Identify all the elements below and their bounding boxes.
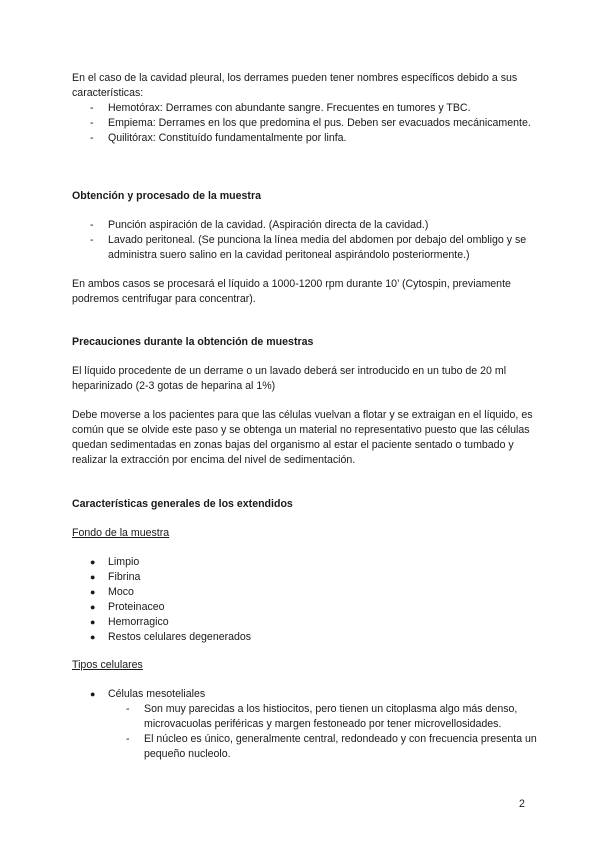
bullet-icon: ●: [90, 557, 96, 567]
fondo-list: [72, 555, 542, 645]
intro-section: [72, 71, 542, 146]
dash-marker: -: [90, 102, 94, 114]
dash-marker: -: [126, 733, 130, 745]
list-item: [72, 732, 542, 762]
precauciones-paragraph-2: Debe moverse a los pacientes para que las células vuelvan a flotar y se extraigan en el líquido, es común que se olvide este paso y se obtenga un material no representativo puesto que las células quedan sedimentadas en zonas bajas del organismo al estar el paciente sentado o tumbado y realizar la extracción por encima del nivel de sedimentación.: [72, 409, 533, 466]
list-item-text: Lavado peritoneal. (Se punciona la línea media del abdomen por debajo del ombligo y se administra suero salino en la cavidad peritoneal aspirándolo posteriormente.): [108, 234, 527, 261]
list-item: [72, 116, 542, 131]
obtencion-list: [72, 218, 542, 263]
list-item: [72, 600, 542, 615]
list-item-text: Fibrina: [108, 571, 141, 583]
caracteristicas-heading: Características generales de los extendidos: [72, 498, 293, 510]
list-item: [72, 555, 542, 570]
list-item: [72, 218, 542, 233]
precauciones-paragraph-1: El líquido procedente de un derrame o un lavado deberá ser introducido en un tubo de 20 ml heparinizado (2-3 gotas de heparina al 1%): [72, 365, 507, 392]
list-item-text: Punción aspiración de la cavidad. (Aspiración directa de la cavidad.): [108, 219, 429, 231]
list-item: [72, 585, 542, 600]
list-item: [72, 615, 542, 630]
list-item-text: Restos celulares degenerados: [108, 631, 252, 643]
list-item-text: Hemotórax: Derrames con abundante sangre. Frecuentes en tumores y TBC.: [108, 102, 471, 114]
obtencion-paragraph: En ambos casos se procesará el líquido a 1000-1200 rpm durante 10’ (Cytospin, previamente podremos centrifugar para concentrar).: [72, 278, 511, 305]
page-number: 2: [519, 798, 525, 810]
bullet-icon: ●: [90, 602, 96, 612]
list-item-text: Limpio: [108, 556, 140, 568]
tipos-list: [72, 687, 542, 702]
list-item: [72, 702, 542, 732]
intro-paragraph: En el caso de la cavidad pleural, los derrames pueden tener nombres específicos debido a sus características:: [72, 72, 518, 99]
list-item-text: Son muy parecidas a los histiocitos, pero tienen un citoplasma algo más denso, microvacuolas periféricas y margen festoneado por tener microvellosidades.: [144, 703, 518, 730]
list-item: [72, 233, 542, 263]
bullet-icon: ●: [90, 689, 96, 699]
list-item: [72, 570, 542, 585]
dash-marker: -: [90, 234, 94, 246]
intro-list: [72, 101, 542, 146]
tipos-subheading: Tipos celulares: [72, 659, 143, 671]
dash-marker: -: [90, 132, 94, 144]
list-item: [72, 131, 542, 146]
tipos-section: [72, 687, 542, 762]
list-item-text: Hemorragico: [108, 616, 169, 628]
precauciones-heading: Precauciones durante la obtención de muestras: [72, 336, 314, 348]
list-item-text: Moco: [108, 586, 134, 598]
list-item-text: Células mesoteliales: [108, 688, 206, 700]
list-item: [72, 630, 542, 645]
list-item-text: El núcleo es único, generalmente central, redondeado y con frecuencia presenta un pequeño nucleolo.: [144, 733, 537, 760]
dash-marker: -: [90, 219, 94, 231]
bullet-icon: ●: [90, 632, 96, 642]
list-item-text: Proteinaceo: [108, 601, 165, 613]
bullet-icon: ●: [90, 587, 96, 597]
dash-marker: -: [126, 703, 130, 715]
dash-marker: -: [90, 117, 94, 129]
obtencion-heading: Obtención y procesado de la muestra: [72, 190, 261, 202]
list-item-text: Quilitórax: Constituído fundamentalmente por linfa.: [108, 132, 347, 144]
bullet-icon: ●: [90, 617, 96, 627]
tipos-sublist: [72, 702, 542, 762]
fondo-subheading: Fondo de la muestra: [72, 527, 170, 539]
bullet-icon: ●: [90, 572, 96, 582]
list-item: [72, 687, 542, 702]
list-item-text: Empiema: Derrames en los que predomina el pus. Deben ser evacuados mecánicamente.: [108, 117, 531, 129]
list-item: [72, 101, 542, 116]
